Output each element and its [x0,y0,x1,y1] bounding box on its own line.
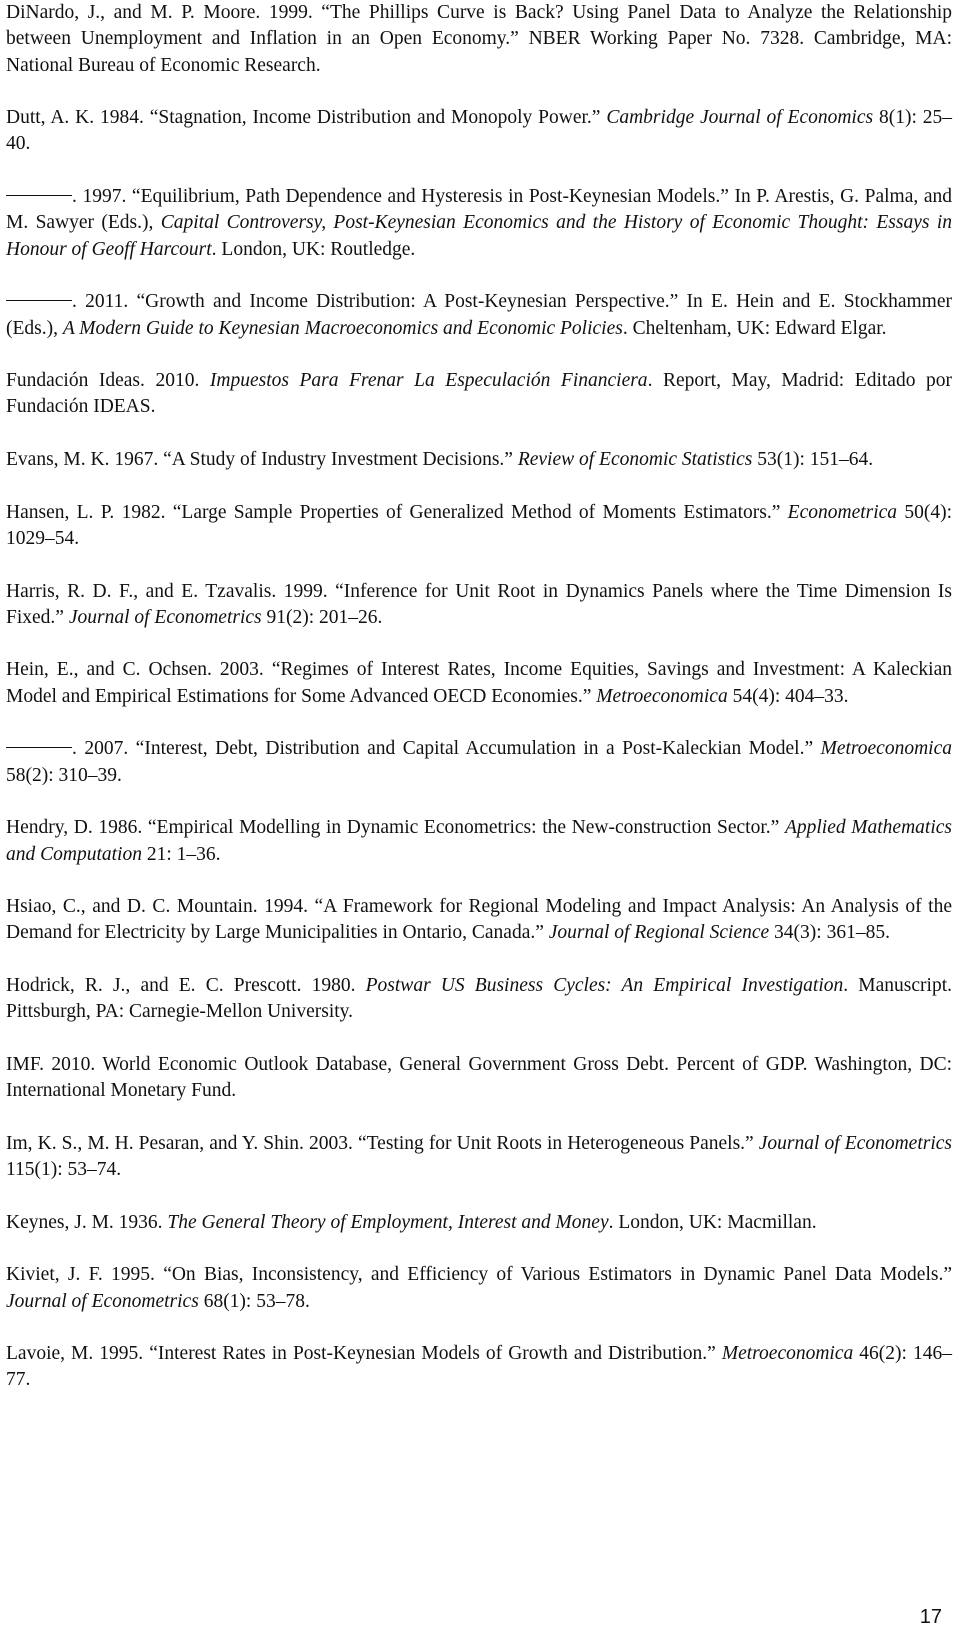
reference-source-title: Journal of Regional Science [548,922,770,944]
reference-details: 58(2): 310–39. [6,764,122,786]
repeated-author-dash [6,195,72,196]
reference-text: Lavoie, M. 1995. “Interest Rates in Post-Keynesian Models of Growth and Distribution.” [6,1343,722,1365]
reference-details: 68(1): 53–78. [198,1290,310,1312]
reference-details: 21: 1–36. [141,843,221,865]
repeated-author-dash [6,747,72,748]
reference-source-title: A Modern Guide to Keynesian Macroeconomics and Economic Policies [62,317,623,339]
reference-entry-lavoie-1995 [6,1341,952,1394]
reference-entry-hendry-1986 [6,815,952,868]
reference-text: . 2011. “Growth and Income Distribution: A Post-Keynesian Perspective.” In E. Hein and E. Stockhammer (Eds.), [6,291,952,339]
reference-entry-hein-2003 [6,657,952,710]
reference-details: 34(3): 361–85. [769,922,890,944]
reference-details: 53(1): 151–64. [752,449,874,471]
reference-source-title: The General Theory of Employment, Interest and Money [167,1211,609,1233]
reference-source-title: Econometrica [787,501,898,523]
reference-entry-dinardo-1999 [6,0,952,79]
reference-details: 91(2): 201–26. [261,606,383,628]
reference-text: Fundación Ideas. 2010. [6,370,210,392]
reference-entry-hsiao-1994 [6,894,952,947]
reference-details: 46(2): 146–77. [6,1343,952,1391]
reference-source-title: Applied Mathematics and Computation [6,817,952,865]
reference-details: . Cheltenham, UK: Edward Elgar. [622,317,887,339]
reference-entry-evans-1967 [6,447,952,473]
reference-text: Hansen, L. P. 1982. “Large Sample Properties of Generalized Method of Moments Estimators.” [6,501,788,523]
repeated-author-dash [6,300,72,301]
reference-text: Harris, R. D. F., and E. Tzavalis. 1999. “Inference for Unit Root in Dynamics Panels where the Time Dimension Is Fixed.” [6,580,952,628]
reference-text: Hsiao, C., and D. C. Mountain. 1994. “A Framework for Regional Modeling and Impact Analysis: An Analysis of the Demand for Electricity by Large Municipalities in Ontario, Canada.” [6,896,952,944]
reference-text: Hein, E., and C. Ochsen. 2003. “Regimes of Interest Rates, Income Equities, Savings and Investment: A Kaleckian Model and Empirical Estimations for Some Advanced OECD Economies.” [6,659,952,707]
reference-text: Im, K. S., M. H. Pesaran, and Y. Shin. 2003. “Testing for Unit Roots in Heterogeneous Panels.” [6,1132,759,1154]
reference-source-title: Cambridge Journal of Economics [606,107,874,129]
reference-source-title: Metroeconomica [721,1343,854,1365]
reference-entry-keynes-1936 [6,1210,952,1236]
reference-details: 54(4): 404–33. [727,685,849,707]
page-number: 17 [919,1606,942,1628]
reference-entry-hansen-1982 [6,500,952,553]
reference-details: . Report, May, Madrid: Editado por Fundación IDEAS. [6,370,952,418]
reference-source-title: Postwar US Business Cycles: An Empirical Investigation [365,974,844,996]
reference-text: Keynes, J. M. 1936. [6,1211,168,1233]
reference-source-title: Metroeconomica [820,738,952,760]
reference-text: Dutt, A. K. 1984. “Stagnation, Income Distribution and Monopoly Power.” [6,107,607,129]
reference-text: Hendry, D. 1986. “Empirical Modelling in Dynamic Econometrics: the New-construction Sector.” [6,817,785,839]
reference-entry-hein-2007 [6,736,952,789]
reference-entry-fundacion-2010 [6,368,952,421]
reference-entry-harris-1999 [6,579,952,632]
reference-entry-dutt-1984 [6,105,952,158]
reference-source-title: Metroeconomica [596,685,728,707]
reference-source-title: Review of Economic Statistics [517,449,753,471]
reference-text: . 2007. “Interest, Debt, Distribution and Capital Accumulation in a Post-Kaleckian Model.” [72,738,821,760]
reference-text: . 1997. “Equilibrium, Path Dependence and Hysteresis in Post-Keynesian Models.” In P. Arestis, G. Palma, and M. Sawyer (Eds.), [6,186,952,234]
reference-details: . Manuscript. Pittsburgh, PA: Carnegie-Mellon University. [6,974,952,1023]
reference-details: . London, UK: Macmillan. [608,1211,817,1233]
reference-details: 50(4): 1029–54. [6,501,953,549]
reference-entry-hodrick-1980 [6,973,952,1026]
reference-entry-im-2003 [6,1131,952,1184]
reference-details: 115(1): 53–74. [6,1159,122,1181]
reference-text: IMF. 2010. World Economic Outlook Database, General Government Gross Debt. Percent of GDP. Washington, DC: International Monetary Fund. [6,1053,952,1102]
reference-source-title: Journal of Econometrics [68,606,262,628]
reference-text: Kiviet, J. F. 1995. “On Bias, Inconsistency, and Efficiency of Various Estimators in Dynamic Panel Data Models.” [6,1264,952,1286]
reference-entry-dutt-2011 [6,289,952,342]
reference-text: Evans, M. K. 1967. “A Study of Industry Investment Decisions.” [6,449,518,471]
reference-source-title: Journal of Econometrics [758,1132,952,1154]
reference-details: . London, UK: Routledge. [211,238,416,260]
reference-text: DiNardo, J., and M. P. Moore. 1999. “The Phillips Curve is Back? Using Panel Data to Analyze the Relationship between Unemployment and Inflation in an Open Economy.” NBER Working Paper No. 7328. Cambridge, MA: National Bureau of Economic Research. [6,2,952,76]
reference-source-title: Capital Controversy, Post-Keynesian Economics and the History of Economic Thought: Essays in Honour of Geoff Harcourt [6,212,952,260]
reference-entry-kiviet-1995 [6,1262,952,1315]
reference-entry-imf-2010 [6,1052,952,1105]
reference-source-title: Journal of Econometrics [6,1290,199,1312]
reference-text: Hodrick, R. J., and E. C. Prescott. 1980. [6,974,366,996]
reference-list [6,0,952,1420]
reference-details: 8(1): 25–40. [6,107,953,155]
reference-source-title: Impuestos Para Frenar La Especulación Financiera [209,370,648,392]
reference-entry-dutt-1997 [6,184,952,263]
